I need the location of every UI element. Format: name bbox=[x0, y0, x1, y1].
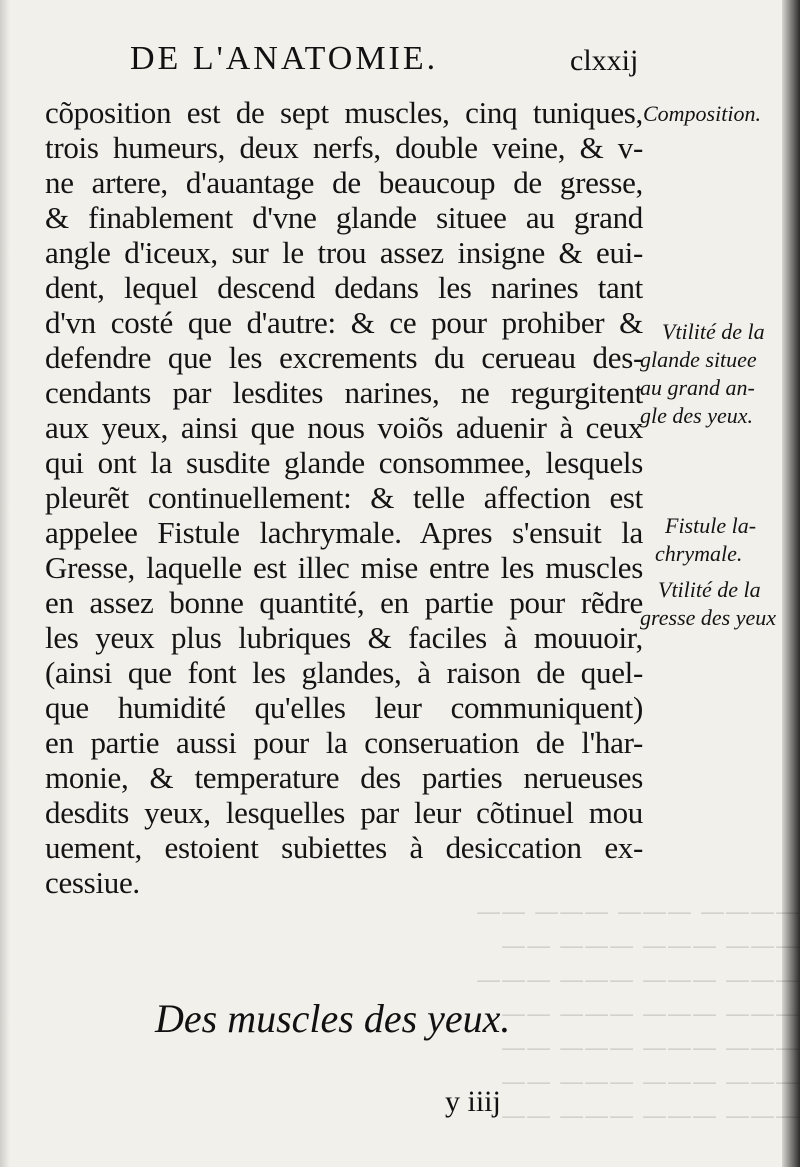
margin-note-fistula bbox=[655, 512, 756, 568]
margin-note-line: Fistule la- bbox=[665, 513, 757, 538]
text-line: que humidité qu'elles leur communiquent) bbox=[45, 690, 643, 725]
body-text bbox=[45, 95, 645, 900]
text-line: les yeux plus lubriques & faciles à mouuoir, bbox=[45, 620, 643, 655]
text-line: en partie aussi pour la conseruation de l'har- bbox=[45, 725, 643, 760]
margin-note-fat bbox=[640, 576, 776, 632]
text-line: appelee Fistule lachrymale. Apres s'ensuit la bbox=[45, 515, 643, 550]
section-heading: Des muscles des yeux. bbox=[155, 996, 511, 1041]
margin-note-line: chrymale. bbox=[655, 541, 743, 566]
margin-note-line: Vtilité de la bbox=[658, 577, 761, 602]
margin-note-line: au grand an- bbox=[640, 375, 755, 400]
text-line: defendre que les excrements du cerueau des- bbox=[45, 340, 643, 375]
text-line: Gresse, laquelle est illec mise entre les muscles bbox=[45, 550, 643, 585]
margin-note-line: Vtilité de la bbox=[662, 319, 765, 344]
text-line: (ainsi que font les glandes, à raison de quel- bbox=[45, 655, 643, 690]
text-line: en assez bonne quantité, en partie pour rẽdre bbox=[45, 585, 643, 620]
margin-note-line: gle des yeux. bbox=[640, 403, 753, 428]
text-line: cessiue. bbox=[45, 865, 140, 900]
text-line: cendants par lesdites narines, ne regurgitent bbox=[45, 375, 643, 410]
text-line: monie, & temperature des parties nerueuses bbox=[45, 760, 643, 795]
page-gutter-shadow bbox=[0, 0, 10, 1167]
signature-mark: y iiij bbox=[445, 1085, 501, 1118]
margin-note-line: glande situee bbox=[640, 347, 757, 372]
margin-note-gland bbox=[640, 318, 765, 430]
running-head: DE L'ANATOMIE. bbox=[130, 40, 439, 77]
text-line: ne artere, d'auantage de beaucoup de gresse, bbox=[45, 165, 643, 200]
text-line: d'vn costé que d'autre: & ce pour prohiber & bbox=[45, 305, 643, 340]
folio-number: clxxij bbox=[570, 44, 639, 77]
text-line: qui ont la susdite glande consommee, lesquels bbox=[45, 445, 643, 480]
show-through-text: ———— ——— ——— —— ——— ——— ——— —— ——— ——— ——— ——— ——— ——— ——— —— ——— ——— ——— —— ——— ——— ——— —— ——— ——— ——— —— bbox=[476, 897, 800, 1130]
margin-note-line: Composition. bbox=[643, 101, 761, 126]
text-line: desdits yeux, lesquelles par leur cõtinuel mou bbox=[45, 795, 643, 830]
text-line: aux yeux, ainsi que nous voiõs aduenir à ceux bbox=[45, 410, 643, 445]
text-line: dent, lequel descend dedans les narines tant bbox=[45, 270, 643, 305]
text-line: trois humeurs, deux nerfs, double veine, & v- bbox=[45, 130, 643, 165]
text-line: uement, estoient subiettes à desiccation ex- bbox=[45, 830, 643, 865]
text-line: & finablement d'vne glande situee au grand bbox=[45, 200, 643, 235]
text-line: pleurẽt continuellement: & telle affection est bbox=[45, 480, 643, 515]
margin-note-line: gresse des yeux bbox=[640, 605, 777, 630]
margin-note-composition bbox=[643, 100, 761, 128]
text-line: cõposition est de sept muscles, cinq tuniques, bbox=[45, 95, 643, 130]
text-line: angle d'iceux, sur le trou assez insigne & eui- bbox=[45, 235, 643, 270]
